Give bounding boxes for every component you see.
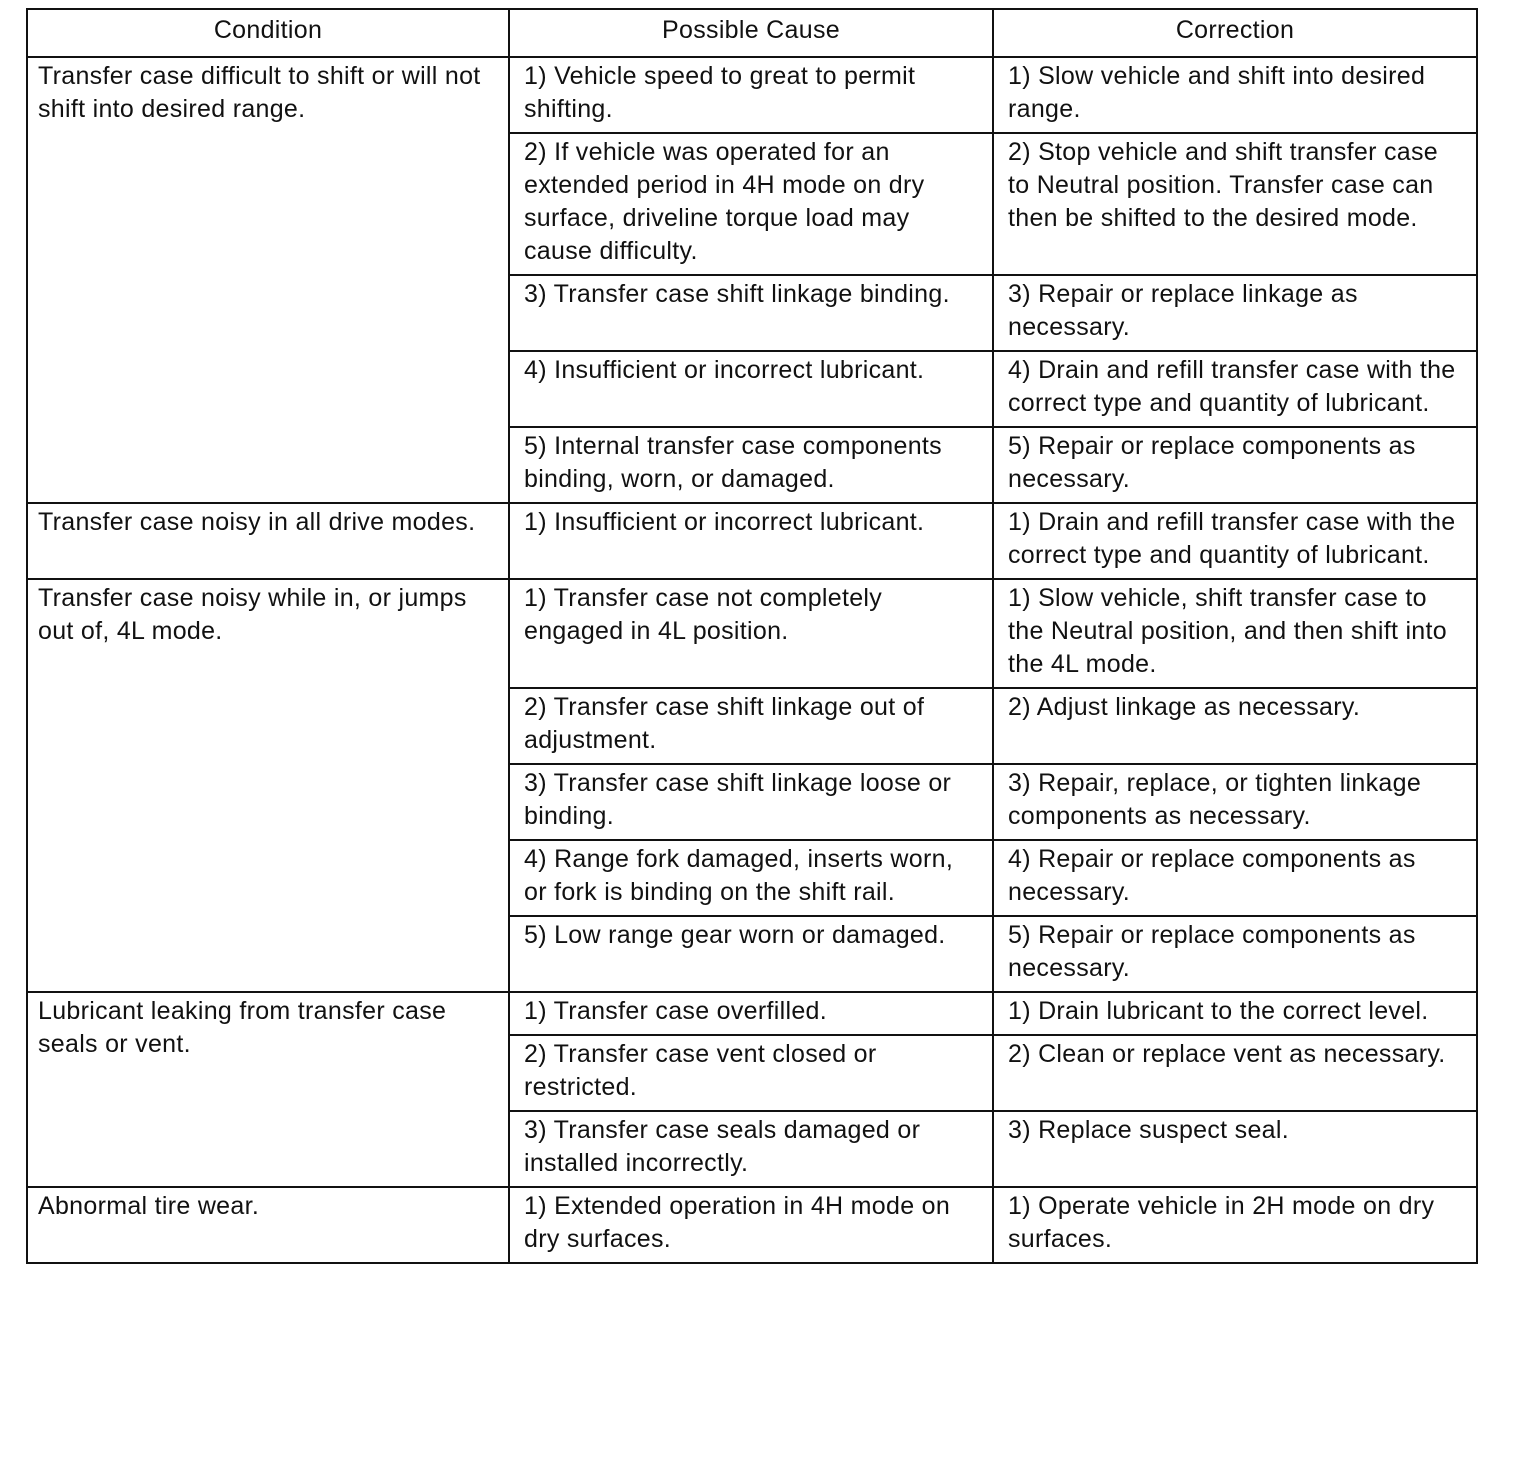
possible-cause-cell: 2) Transfer case shift linkage out of adjustment. [509, 688, 993, 764]
condition-cell: Lubricant leaking from transfer case seals or vent. [27, 992, 509, 1187]
correction-cell: 5) Repair or replace components as necessary. [993, 427, 1477, 503]
correction-cell: 2) Adjust linkage as necessary. [993, 688, 1477, 764]
possible-cause-cell: 2) Transfer case vent closed or restricted. [509, 1035, 993, 1111]
table-row [27, 579, 1477, 688]
possible-cause-cell: 3) Transfer case shift linkage binding. [509, 275, 993, 351]
header-row [27, 9, 1477, 57]
correction-cell: 1) Slow vehicle, shift transfer case to the Neutral position, and then shift into the 4L mode. [993, 579, 1477, 688]
possible-cause-cell: 4) Insufficient or incorrect lubricant. [509, 351, 993, 427]
header-possible-cause: Possible Cause [509, 9, 993, 57]
correction-cell: 3) Replace suspect seal. [993, 1111, 1477, 1187]
correction-cell: 1) Operate vehicle in 2H mode on dry surfaces. [993, 1187, 1477, 1263]
possible-cause-cell: 3) Transfer case seals damaged or installed incorrectly. [509, 1111, 993, 1187]
correction-cell: 4) Repair or replace components as necessary. [993, 840, 1477, 916]
diagnosis-table-container [26, 8, 1476, 1264]
possible-cause-cell: 1) Transfer case overfilled. [509, 992, 993, 1035]
possible-cause-cell: 1) Transfer case not completely engaged in 4L position. [509, 579, 993, 688]
possible-cause-cell: 2) If vehicle was operated for an extended period in 4H mode on dry surface, driveline torque load may cause difficulty. [509, 133, 993, 275]
correction-cell: 4) Drain and refill transfer case with the correct type and quantity of lubricant. [993, 351, 1477, 427]
table-header [27, 9, 1477, 57]
table-row [27, 992, 1477, 1035]
condition-cell: Transfer case noisy in all drive modes. [27, 503, 509, 579]
possible-cause-cell: 4) Range fork damaged, inserts worn, or fork is binding on the shift rail. [509, 840, 993, 916]
possible-cause-cell: 1) Extended operation in 4H mode on dry surfaces. [509, 1187, 993, 1263]
table-row [27, 57, 1477, 133]
correction-cell: 2) Stop vehicle and shift transfer case to Neutral position. Transfer case can then be shifted to the desired mode. [993, 133, 1477, 275]
table-row [27, 1187, 1477, 1263]
correction-cell: 3) Repair, replace, or tighten linkage components as necessary. [993, 764, 1477, 840]
correction-cell: 1) Drain lubricant to the correct level. [993, 992, 1477, 1035]
condition-cell: Transfer case noisy while in, or jumps out of, 4L mode. [27, 579, 509, 992]
correction-cell: 5) Repair or replace components as necessary. [993, 916, 1477, 992]
correction-cell: 3) Repair or replace linkage as necessary. [993, 275, 1477, 351]
possible-cause-cell: 3) Transfer case shift linkage loose or binding. [509, 764, 993, 840]
table-row [27, 503, 1477, 579]
diagnosis-table [26, 8, 1478, 1264]
table-body [27, 57, 1477, 1263]
header-condition: Condition [27, 9, 509, 57]
condition-cell: Abnormal tire wear. [27, 1187, 509, 1263]
condition-cell: Transfer case difficult to shift or will not shift into desired range. [27, 57, 509, 503]
possible-cause-cell: 1) Vehicle speed to great to permit shifting. [509, 57, 993, 133]
possible-cause-cell: 5) Internal transfer case components binding, worn, or damaged. [509, 427, 993, 503]
possible-cause-cell: 1) Insufficient or incorrect lubricant. [509, 503, 993, 579]
possible-cause-cell: 5) Low range gear worn or damaged. [509, 916, 993, 992]
header-correction: Correction [993, 9, 1477, 57]
correction-cell: 1) Slow vehicle and shift into desired range. [993, 57, 1477, 133]
correction-cell: 2) Clean or replace vent as necessary. [993, 1035, 1477, 1111]
correction-cell: 1) Drain and refill transfer case with the correct type and quantity of lubricant. [993, 503, 1477, 579]
